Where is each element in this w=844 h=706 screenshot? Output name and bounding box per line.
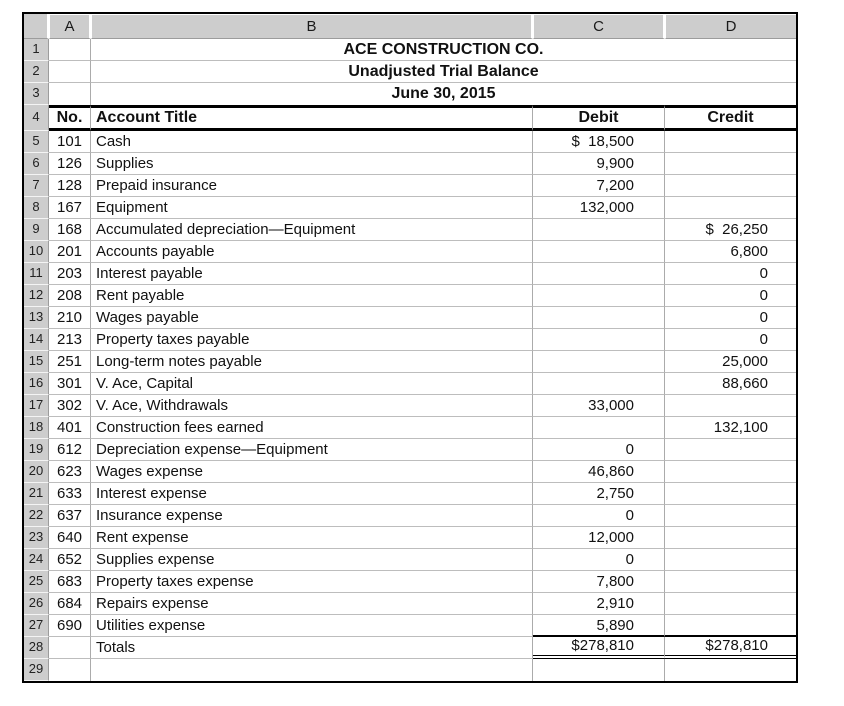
account-row (24, 351, 796, 373)
cell-credit[interactable]: 0 (665, 263, 796, 285)
cell-account-no[interactable]: 684 (49, 593, 91, 615)
row-number[interactable]: 4 (24, 105, 49, 131)
cell-account-no[interactable]: 126 (49, 153, 91, 175)
account-row (24, 439, 796, 461)
account-row (24, 659, 796, 681)
cell-account-title[interactable]: Depreciation expense—Equipment (91, 439, 533, 461)
cell-account-no[interactable] (49, 637, 91, 659)
cell-account-no[interactable]: 128 (49, 175, 91, 197)
cell-account-title[interactable]: V. Ace, Capital (91, 373, 533, 395)
column-header-a[interactable]: A (49, 14, 91, 39)
cell-account-title[interactable]: Accumulated depreciation—Equipment (91, 219, 533, 241)
cell-debit[interactable]: 7,200 (533, 175, 665, 197)
cell-debit[interactable]: 2,750 (533, 483, 665, 505)
cell-debit[interactable] (533, 241, 665, 263)
cell-credit[interactable] (665, 197, 796, 219)
account-row (24, 593, 796, 615)
row-number[interactable]: 29 (24, 659, 49, 681)
cell-account-title[interactable]: Utilities expense (91, 615, 533, 637)
cell-credit[interactable] (665, 175, 796, 197)
cell-credit[interactable] (665, 131, 796, 153)
statement-subtitle-cell[interactable]: Unadjusted Trial Balance (91, 61, 796, 83)
cell-debit[interactable]: 9,900 (533, 153, 665, 175)
cell-account-title[interactable]: Property taxes payable (91, 329, 533, 351)
account-row (24, 197, 796, 219)
cell-debit[interactable] (533, 329, 665, 351)
cell-account-no[interactable]: 101 (49, 131, 91, 153)
cell-credit[interactable]: 0 (665, 307, 796, 329)
cell-credit[interactable] (665, 615, 796, 637)
row-number[interactable]: 21 (24, 483, 49, 505)
cell-debit[interactable]: 5,890 (533, 615, 665, 637)
cell-credit[interactable] (665, 527, 796, 549)
cell-credit[interactable] (665, 153, 796, 175)
cell-account-title[interactable]: Wages payable (91, 307, 533, 329)
row-number[interactable]: 16 (24, 373, 49, 395)
cell-credit[interactable] (665, 659, 796, 681)
cell-debit[interactable]: 2,910 (533, 593, 665, 615)
cell-debit[interactable]: 0 (533, 505, 665, 527)
account-row (24, 637, 796, 659)
cell-debit[interactable] (533, 219, 665, 241)
row-number[interactable]: 20 (24, 461, 49, 483)
cell-account-no[interactable]: 167 (49, 197, 91, 219)
account-header-row (24, 105, 796, 131)
cell-debit[interactable]: 0 (533, 439, 665, 461)
account-row (24, 395, 796, 417)
cell-debit[interactable]: $ 18,500 (533, 131, 665, 153)
statement-title-row (24, 39, 796, 61)
empty-cell[interactable] (49, 83, 91, 105)
column-header-c[interactable]: C (533, 14, 665, 39)
row-number[interactable]: 26 (24, 593, 49, 615)
cell-credit[interactable]: 25,000 (665, 351, 796, 373)
row-number[interactable]: 10 (24, 241, 49, 263)
select-all-corner[interactable] (24, 14, 49, 39)
cell-account-no[interactable]: 640 (49, 527, 91, 549)
cell-account-no[interactable]: 251 (49, 351, 91, 373)
header-debit[interactable]: Debit (533, 105, 665, 131)
cell-debit[interactable] (533, 263, 665, 285)
account-row (24, 505, 796, 527)
account-row (24, 461, 796, 483)
cell-credit[interactable] (665, 461, 796, 483)
row-number[interactable]: 8 (24, 197, 49, 219)
statement-subtitle-row (24, 61, 796, 83)
cell-credit[interactable] (665, 483, 796, 505)
cell-account-no[interactable]: 201 (49, 241, 91, 263)
cell-account-title[interactable]: Rent expense (91, 527, 533, 549)
cell-debit[interactable]: 33,000 (533, 395, 665, 417)
account-row (24, 417, 796, 439)
row-number[interactable]: 1 (24, 39, 49, 61)
cell-account-title[interactable]: Interest payable (91, 263, 533, 285)
account-row (24, 329, 796, 351)
cell-credit[interactable]: 132,100 (665, 417, 796, 439)
cell-credit[interactable]: 0 (665, 329, 796, 351)
row-number[interactable]: 6 (24, 153, 49, 175)
cell-account-no[interactable]: 637 (49, 505, 91, 527)
cell-credit[interactable] (665, 571, 796, 593)
column-header-d[interactable]: D (665, 14, 796, 39)
row-number[interactable]: 19 (24, 439, 49, 461)
cell-account-title[interactable]: Long-term notes payable (91, 351, 533, 373)
cell-account-title[interactable]: Wages expense (91, 461, 533, 483)
account-row (24, 219, 796, 241)
cell-account-no[interactable]: 210 (49, 307, 91, 329)
statement-date-cell[interactable]: June 30, 2015 (391, 85, 496, 102)
cell-credit[interactable] (665, 593, 796, 615)
cell-debit[interactable]: 46,860 (533, 461, 665, 483)
cell-account-no[interactable]: 213 (49, 329, 91, 351)
cell-debit[interactable] (533, 307, 665, 329)
cell-account-title[interactable]: Repairs expense (91, 593, 533, 615)
account-row (24, 615, 796, 637)
cell-account-title[interactable]: Prepaid insurance (91, 175, 533, 197)
cell-account-no[interactable]: 633 (49, 483, 91, 505)
account-row (24, 549, 796, 571)
account-row (24, 307, 796, 329)
row-number[interactable]: 3 (24, 83, 49, 105)
cell-account-title[interactable]: Construction fees earned (91, 417, 533, 439)
cell-debit[interactable] (533, 659, 665, 681)
cell-debit[interactable] (533, 417, 665, 439)
header-account-title[interactable]: Account Title (91, 105, 533, 131)
cell-credit[interactable]: $278,810 (665, 637, 796, 659)
row-number[interactable]: 17 (24, 395, 49, 417)
cell-account-no[interactable]: 623 (49, 461, 91, 483)
cell-debit[interactable]: 0 (533, 549, 665, 571)
cell-credit[interactable] (665, 549, 796, 571)
cell-account-no[interactable]: 301 (49, 373, 91, 395)
row-number[interactable]: 24 (24, 549, 49, 571)
header-no[interactable]: No. (49, 105, 91, 131)
account-row (24, 131, 796, 153)
cell-account-title[interactable] (91, 659, 533, 681)
cell-account-no[interactable]: 652 (49, 549, 91, 571)
statement-date-row (24, 83, 796, 105)
cell-account-title[interactable]: Equipment (91, 197, 533, 219)
cell-account-no[interactable] (49, 659, 91, 681)
row-number[interactable]: 13 (24, 307, 49, 329)
cell-account-title[interactable]: Insurance expense (91, 505, 533, 527)
row-number[interactable]: 14 (24, 329, 49, 351)
row-number[interactable]: 2 (24, 61, 49, 83)
row-number[interactable]: 23 (24, 527, 49, 549)
cell-debit[interactable]: 7,800 (533, 571, 665, 593)
row-number[interactable]: 18 (24, 417, 49, 439)
account-row (24, 153, 796, 175)
cell-account-title[interactable]: Supplies expense (91, 549, 533, 571)
column-header-b[interactable]: B (91, 14, 533, 39)
cell-account-no[interactable]: 208 (49, 285, 91, 307)
account-row (24, 571, 796, 593)
cell-account-title[interactable]: Rent payable (91, 285, 533, 307)
empty-cell[interactable] (49, 39, 91, 61)
row-number[interactable]: 7 (24, 175, 49, 197)
row-number[interactable]: 12 (24, 285, 49, 307)
row-number[interactable]: 22 (24, 505, 49, 527)
account-row (24, 175, 796, 197)
cell-account-no[interactable]: 612 (49, 439, 91, 461)
cell-account-no[interactable]: 401 (49, 417, 91, 439)
row-number[interactable]: 28 (24, 637, 49, 659)
row-number[interactable]: 25 (24, 571, 49, 593)
cell-account-no[interactable]: 168 (49, 219, 91, 241)
account-row (24, 483, 796, 505)
cell-account-no[interactable]: 203 (49, 263, 91, 285)
column-header-row (24, 14, 796, 39)
cell-account-no[interactable]: 683 (49, 571, 91, 593)
cell-debit[interactable]: $278,810 (533, 637, 665, 659)
cell-credit[interactable]: $ 26,250 (665, 219, 796, 241)
cell-credit[interactable] (665, 439, 796, 461)
cell-account-title[interactable]: Cash (91, 131, 533, 153)
row-number[interactable]: 15 (24, 351, 49, 373)
cell-debit[interactable] (533, 285, 665, 307)
row-number[interactable]: 27 (24, 615, 49, 637)
cell-account-title[interactable]: Interest expense (91, 483, 533, 505)
statement-title-cell[interactable]: ACE CONSTRUCTION CO. (91, 39, 796, 61)
cell-debit[interactable]: 12,000 (533, 527, 665, 549)
row-number[interactable]: 11 (24, 263, 49, 285)
cell-credit[interactable]: 0 (665, 285, 796, 307)
account-row (24, 241, 796, 263)
spreadsheet (22, 12, 798, 683)
row-number[interactable]: 5 (24, 131, 49, 153)
header-credit[interactable]: Credit (665, 105, 796, 131)
cell-account-title[interactable]: Accounts payable (91, 241, 533, 263)
cell-account-title[interactable]: Totals (91, 637, 533, 659)
cell-account-no[interactable]: 690 (49, 615, 91, 637)
cell-debit[interactable] (533, 351, 665, 373)
empty-cell[interactable] (49, 61, 91, 83)
cell-credit[interactable]: 6,800 (665, 241, 796, 263)
cell-credit[interactable]: 88,660 (665, 373, 796, 395)
cell-account-title[interactable]: Property taxes expense (91, 571, 533, 593)
cell-account-no[interactable]: 302 (49, 395, 91, 417)
cell-credit[interactable] (665, 505, 796, 527)
cell-debit[interactable]: 132,000 (533, 197, 665, 219)
account-row (24, 285, 796, 307)
account-row (24, 263, 796, 285)
cell-debit[interactable] (533, 373, 665, 395)
account-row (24, 373, 796, 395)
cell-account-title[interactable]: Supplies (91, 153, 533, 175)
cell-account-title[interactable]: V. Ace, Withdrawals (91, 395, 533, 417)
row-number[interactable]: 9 (24, 219, 49, 241)
account-row (24, 527, 796, 549)
cell-credit[interactable] (665, 395, 796, 417)
